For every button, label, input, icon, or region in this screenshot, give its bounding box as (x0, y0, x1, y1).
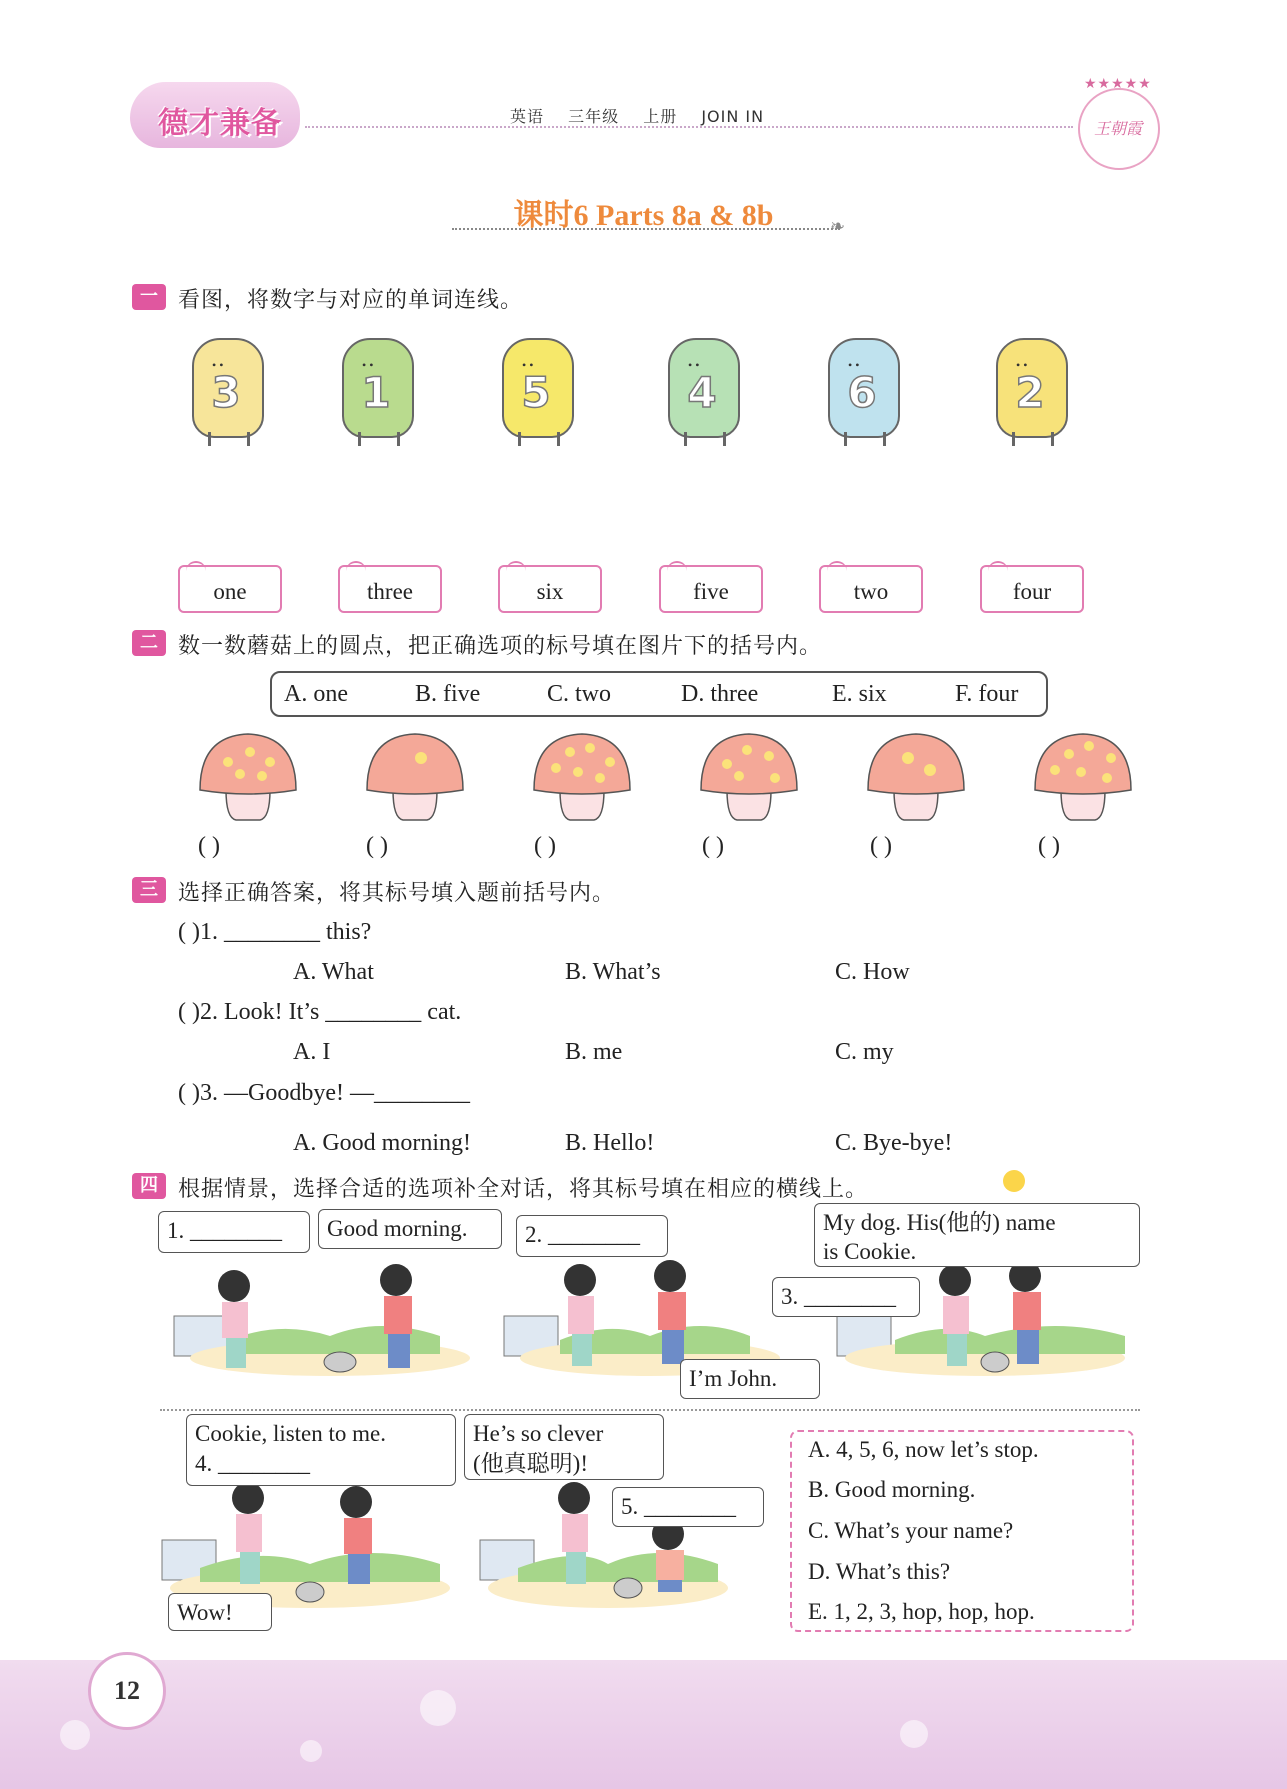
lesson-title: 课时6 Parts 8a & 8b (513, 199, 774, 232)
dialog-blank-5[interactable]: 5. ________ (612, 1487, 764, 1527)
mushroom-1 (200, 734, 296, 820)
dialog-line: is Cookie. (823, 1239, 917, 1264)
number-character[interactable] (988, 332, 1072, 452)
question-3-option-a: A. Good morning! (293, 1130, 471, 1156)
question-3-stem: ( )3. —Goodbye! —________ (178, 1080, 470, 1106)
character-eyes: • • (1016, 358, 1028, 372)
seal-text: 王朝霞 (1094, 121, 1143, 138)
question-1-stem: ( )1. ________ this? (178, 919, 372, 945)
number-character[interactable] (820, 332, 904, 452)
answer-option-b: B. Good morning. (808, 1477, 976, 1502)
number-character[interactable] (334, 332, 418, 452)
dialog-bubble (464, 1414, 664, 1480)
word-card[interactable] (980, 565, 1084, 613)
answer-option-d: D. What’s this? (808, 1559, 951, 1584)
option-a: A. one (284, 681, 348, 707)
option-b: B. five (415, 681, 481, 707)
dialog-line-blank-4[interactable]: 4. ________ (195, 1451, 310, 1476)
question-1-option-a: A. What (293, 959, 374, 985)
answer-paren[interactable]: ( ) (1038, 833, 1060, 859)
fish-icon: ❧ (830, 216, 846, 236)
lightbulb-icon (1003, 1170, 1025, 1192)
answer-option-c: C. What’s your name? (808, 1518, 1014, 1543)
question-3-option-b: B. Hello! (565, 1130, 655, 1156)
number-character[interactable] (494, 332, 578, 452)
dialog-bubble: Good morning. (318, 1209, 502, 1249)
word-card[interactable] (498, 565, 602, 613)
header-meta (510, 104, 782, 127)
scene-4 (162, 1482, 450, 1608)
section1-title: 看图，将数字与对应的单词连线。 (178, 288, 524, 313)
question-2-stem: ( )2. Look! It’s ________ cat. (178, 999, 462, 1025)
dialog-line: Cookie, listen to me. (195, 1421, 387, 1446)
dialog-bubble: Wow! (168, 1593, 272, 1631)
question-3-option-c: C. Bye-bye! (835, 1130, 953, 1156)
number-character[interactable] (660, 332, 744, 452)
option-c: C. two (547, 681, 612, 707)
character-number: 3 (211, 368, 241, 417)
lesson-title-underline (452, 228, 840, 230)
options-box (270, 671, 1048, 717)
mushroom-6 (1035, 734, 1131, 820)
mushroom-5 (868, 734, 964, 820)
character-eyes: • • (848, 358, 860, 372)
section1-badge: 一 (132, 284, 166, 310)
dialog-bubble: I’m John. (680, 1359, 820, 1399)
question-1-option-c: C. How (835, 959, 910, 985)
character-number: 6 (847, 368, 877, 417)
character-legs (518, 432, 560, 446)
character-legs (208, 432, 250, 446)
word-card-label: one (213, 579, 247, 604)
header-grade: 三年级 (568, 107, 620, 126)
logo-text: 德才兼备 (158, 106, 282, 141)
answer-paren[interactable]: ( ) (198, 833, 220, 859)
dialog-bubble (186, 1414, 456, 1486)
stars-icon: ★★★★★ (1084, 77, 1152, 92)
word-card[interactable] (819, 565, 923, 613)
character-legs (1012, 432, 1054, 446)
section2-badge: 二 (132, 630, 166, 656)
bubble-decoration (300, 1740, 322, 1762)
answer-paren[interactable]: ( ) (534, 833, 556, 859)
dialog-bubble (814, 1203, 1140, 1267)
question-2-option-a: A. I (293, 1039, 331, 1065)
word-card-label: three (367, 579, 413, 604)
word-card[interactable] (178, 565, 282, 613)
dialog-blank-1[interactable]: 1. ________ (158, 1211, 310, 1253)
character-legs (844, 432, 886, 446)
word-card[interactable] (659, 565, 763, 613)
dialog-line: (他真聪明)! (473, 1451, 588, 1476)
dialog-line: He’s so clever (473, 1421, 604, 1446)
section2-title: 数一数蘑菇上的圆点，把正确选项的标号填在图片下的括号内。 (178, 634, 823, 659)
bubble-decoration (900, 1720, 928, 1748)
character-legs (684, 432, 726, 446)
answer-paren[interactable]: ( ) (366, 833, 388, 859)
word-card-label: six (536, 579, 564, 604)
character-eyes: • • (688, 358, 700, 372)
answer-paren[interactable]: ( ) (702, 833, 724, 859)
word-card-label: five (693, 579, 729, 604)
option-f: F. four (955, 681, 1019, 707)
character-legs (358, 432, 400, 446)
mushroom-2 (367, 734, 463, 820)
word-card-label: two (853, 579, 889, 604)
option-d: D. three (681, 681, 759, 707)
section3-badge: 三 (132, 877, 166, 903)
dialog-line: My dog. His(他的) name (823, 1210, 1056, 1235)
character-number: 4 (687, 368, 717, 417)
footer-band (0, 1660, 1287, 1789)
mushrooms (180, 728, 1140, 828)
word-card[interactable] (338, 565, 442, 613)
option-e: E. six (832, 681, 887, 707)
question-2-option-b: B. me (565, 1039, 623, 1065)
character-eyes: • • (212, 358, 224, 372)
question-2-option-c: C. my (835, 1039, 894, 1065)
character-number: 5 (521, 368, 551, 417)
mushroom-3 (534, 734, 630, 820)
dialog-blank-3[interactable]: 3. ________ (772, 1277, 920, 1317)
character-eyes: • • (522, 358, 534, 372)
section3-title: 选择正确答案，将其标号填入题前括号内。 (178, 881, 616, 906)
answer-option-e: E. 1, 2, 3, hop, hop, hop. (808, 1599, 1035, 1624)
section4-badge: 四 (132, 1173, 166, 1199)
scene-1 (174, 1264, 470, 1376)
character-number: 1 (361, 368, 391, 417)
bubble-decoration (420, 1690, 456, 1726)
bubble-decoration (60, 1720, 90, 1750)
dialog-blank-2[interactable]: 2. ________ (516, 1215, 668, 1257)
scene-divider (160, 1409, 1140, 1411)
header-edition: JOIN IN (701, 107, 765, 126)
mushroom-4 (701, 734, 797, 820)
header-subject: 英语 (510, 107, 545, 126)
question-1-option-b: B. What’s (565, 959, 661, 985)
character-eyes: • • (362, 358, 374, 372)
answer-option-a: A. 4, 5, 6, now let’s stop. (808, 1437, 1039, 1462)
section4-title: 根据情景，选择合适的选项补全对话，将其标号填在相应的横线上。 (178, 1177, 869, 1202)
character-number: 2 (1015, 368, 1045, 417)
header-volume: 上册 (643, 107, 678, 126)
number-character[interactable] (184, 332, 268, 452)
page-number: 12 (88, 1652, 166, 1730)
answer-paren[interactable]: ( ) (870, 833, 892, 859)
word-card-label: four (1012, 579, 1052, 604)
